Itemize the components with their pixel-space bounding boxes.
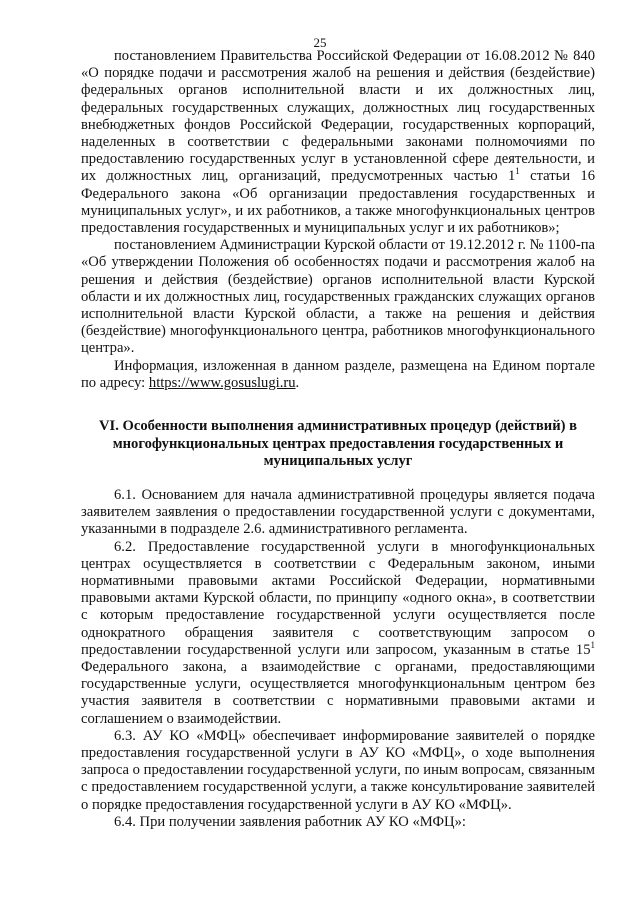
paragraph-resolution-840 xyxy=(81,48,595,237)
paragraph-6-4: 6.4. При получении заявления работник АУ КО «МФЦ»: xyxy=(114,813,466,830)
paragraph-text: 6.2. Предоставление государственной услуги в многофункциональных центрах осуществляется в соответствии с Федеральным законом, иными нормативными правовыми актами Российской Федерации, нормативными правовыми актами Курской области, по принципу «одного окна», в соответствии с которым предоставление государственной услуги осуществляется после однократного обращения заявителя с соответствующим запросом о предоставлении государственной услуги или запросом, указанным в статье 15 xyxy=(81,538,595,658)
paragraph-6-1: 6.1. Основанием для начала административной процедуры является подача заявителем заявления о предоставлении государственной услуги с документами, указанными в подразделе 2.6. административного регламента. xyxy=(81,487,595,538)
paragraph-portal-info xyxy=(81,358,595,392)
paragraph-text: . xyxy=(295,374,300,391)
heading-line: муниципальных услуг xyxy=(263,453,413,470)
bottom-text-block xyxy=(81,487,595,831)
superscript: 1 xyxy=(515,166,520,177)
paragraph-text: Федерального закона, а взаимодействие с органами, предоставляющими государственные услуги, осуществляется многофункциональным центром без участия заявителя в соответствии с нормативными правовыми актами и соглашением о взаимодействии. xyxy=(81,659,595,727)
paragraph-6-2 xyxy=(81,539,595,728)
section-heading xyxy=(81,418,595,471)
heading-line: VI. Особенности выполнения административных процедур (действий) в xyxy=(99,418,577,434)
top-text-block xyxy=(81,48,595,392)
page-number: 25 xyxy=(313,35,327,50)
paragraph-text: постановлением Правительства Российской Федерации от 16.08.2012 № 840 «О порядке подачи и рассмотрения жалоб на решения и действия (бездействие) федеральных органов исполнительной власти и их должностных лиц, федеральных государственных служащих, должностных лиц государственных внебюджетных фондов Российской Федерации, государственных корпораций, наделенных в соответствии с федеральными законами полномочиями по предоставлению государственных услуг в установленной сфере деятельности, и их должностных лиц, организаций, предусмотренных частью 1 xyxy=(81,48,595,185)
heading-line: многофункциональных центрах предоставления государственных и xyxy=(112,435,564,452)
paragraph-6-3: 6.3. АУ КО «МФЦ» обеспечивает информирование заявителей о порядке предоставления государственной услуги в АУ КО «МФЦ», о ходе выполнения запроса о предоставлении государственной услуги, по иным вопросам, связанным с предоставлением государственной услуги, а также консультирование заявителей о порядке предоставления государственной услуги в АУ КО «МФЦ». xyxy=(81,727,595,813)
paragraph-text: статьи 16 Федерального закона «Об организации предоставления государственных и муниципальных услуг», и их работников, а также многофункциональных центров предоставления государственных и муниципальных услуг и их работников»; xyxy=(81,168,595,237)
superscript: 1 xyxy=(590,639,595,650)
gosuslugi-link[interactable]: https://www.gosuslugi.ru xyxy=(148,374,296,391)
paragraph-resolution-1100: постановлением Администрации Курской области от 19.12.2012 г. № 1100-па «Об утверждении Положения об особенностях подачи и рассмотрения жалоб на решения и действия (бездействие) органов исполнительной власти Курской области и их должностных лиц, государственных гражданских служащих органов исполнительной власти Курской области, а также на решения и действия (бездействие) многофункционального центра, работников многофункционального центра». xyxy=(81,237,595,357)
paragraph-text: Информация, изложенная в данном разделе, размещена на Едином портале по адресу: xyxy=(81,357,595,391)
